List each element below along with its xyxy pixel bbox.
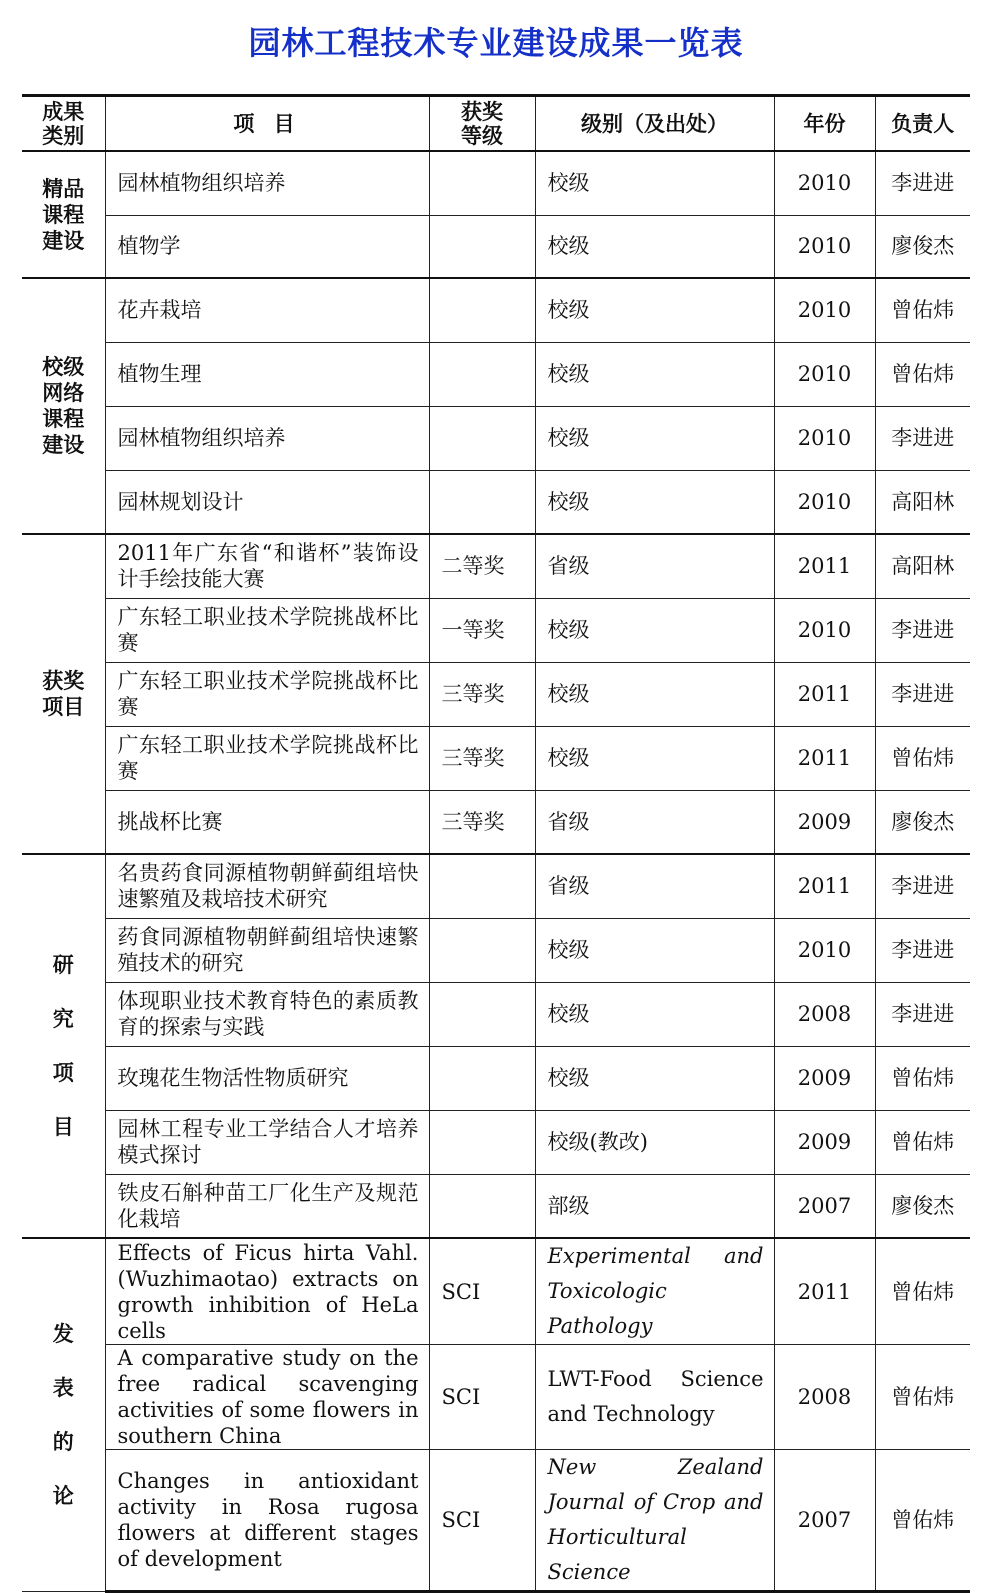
award-cell	[429, 342, 535, 406]
person-cell: 廖俊杰	[875, 215, 970, 278]
category-cell: 获奖项目	[22, 534, 105, 854]
person-cell: 曾佑炜	[875, 1046, 970, 1110]
person-cell: 李进进	[875, 662, 970, 726]
table-row	[22, 726, 970, 790]
table-row	[22, 215, 970, 278]
project-cell: Changes in antioxidant activity in Rosa rugosa flowers at different stages of development	[105, 1450, 429, 1592]
year-cell: 2010	[774, 470, 875, 534]
award-cell: SCI	[429, 1450, 535, 1592]
year-cell: 2010	[774, 598, 875, 662]
project-cell: 广东轻工职业技术学院挑战杯比赛	[105, 662, 429, 726]
table-row	[22, 1046, 970, 1110]
table-row	[22, 470, 970, 534]
person-cell: 曾佑炜	[875, 1238, 970, 1345]
year-cell: 2011	[774, 1238, 875, 1345]
project-cell: 植物生理	[105, 342, 429, 406]
level-cell: 校级	[535, 726, 774, 790]
year-cell: 2007	[774, 1450, 875, 1592]
year-cell: 2009	[774, 790, 875, 854]
table-row	[22, 1110, 970, 1174]
achievements-table	[22, 94, 970, 1593]
project-cell: 名贵药食同源植物朝鲜蓟组培快速繁殖及栽培技术研究	[105, 854, 429, 918]
person-cell: 李进进	[875, 918, 970, 982]
year-cell: 2010	[774, 918, 875, 982]
year-cell: 2008	[774, 1345, 875, 1450]
header-year: 年份	[774, 96, 875, 152]
person-cell: 李进进	[875, 151, 970, 215]
table-row	[22, 854, 970, 918]
table-row	[22, 342, 970, 406]
level-cell: 校级	[535, 215, 774, 278]
award-cell: 二等奖	[429, 534, 535, 598]
level-cell: 校级	[535, 151, 774, 215]
header-row	[22, 96, 970, 152]
award-cell	[429, 278, 535, 342]
level-cell: 校级	[535, 662, 774, 726]
year-cell: 2009	[774, 1046, 875, 1110]
award-cell	[429, 1046, 535, 1110]
table-row	[22, 406, 970, 470]
project-cell: 药食同源植物朝鲜蓟组培快速繁殖技术的研究	[105, 918, 429, 982]
project-cell: 玫瑰花生物活性物质研究	[105, 1046, 429, 1110]
project-cell: 园林工程专业工学结合人才培养模式探讨	[105, 1110, 429, 1174]
person-cell: 曾佑炜	[875, 278, 970, 342]
project-cell: 植物学	[105, 215, 429, 278]
person-cell: 曾佑炜	[875, 1450, 970, 1592]
award-cell: SCI	[429, 1238, 535, 1345]
category-cell: 发表的论	[22, 1238, 105, 1592]
project-cell: 体现职业技术教育特色的素质教育的探索与实践	[105, 982, 429, 1046]
year-cell: 2011	[774, 726, 875, 790]
award-cell	[429, 151, 535, 215]
award-cell	[429, 1110, 535, 1174]
award-cell: 一等奖	[429, 598, 535, 662]
page-title: 园林工程技术专业建设成果一览表	[248, 24, 744, 62]
year-cell: 2010	[774, 342, 875, 406]
project-cell: A comparative study on the free radical scavenging activities of some flowers in southern China	[105, 1345, 429, 1450]
level-cell: Experimental and Toxicologic Pathology	[535, 1238, 774, 1345]
table-row	[22, 918, 970, 982]
level-cell: 校级(教改)	[535, 1110, 774, 1174]
project-cell: 2011年广东省“和谐杯”装饰设计手绘技能大赛	[105, 534, 429, 598]
level-cell: 省级	[535, 854, 774, 918]
person-cell: 李进进	[875, 406, 970, 470]
year-cell: 2011	[774, 854, 875, 918]
table-row	[22, 1174, 970, 1238]
project-cell: 广东轻工职业技术学院挑战杯比赛	[105, 598, 429, 662]
level-cell: 省级	[535, 534, 774, 598]
table-row	[22, 1238, 970, 1345]
person-cell: 高阳林	[875, 534, 970, 598]
person-cell: 廖俊杰	[875, 1174, 970, 1238]
table-row	[22, 662, 970, 726]
award-cell: 三等奖	[429, 790, 535, 854]
header-award: 获奖等级	[429, 96, 535, 152]
level-cell: 省级	[535, 790, 774, 854]
header-level: 级别（及出处）	[535, 96, 774, 152]
award-cell	[429, 854, 535, 918]
project-cell: 园林规划设计	[105, 470, 429, 534]
year-cell: 2010	[774, 406, 875, 470]
level-cell: 校级	[535, 278, 774, 342]
award-cell	[429, 470, 535, 534]
level-cell: 校级	[535, 598, 774, 662]
person-cell: 李进进	[875, 854, 970, 918]
project-cell: 花卉栽培	[105, 278, 429, 342]
project-cell: Effects of Ficus hirta Vahl. (Wuzhimaotao) extracts on growth inhibition of HeLa cells	[105, 1238, 429, 1345]
table-row	[22, 598, 970, 662]
award-cell	[429, 406, 535, 470]
award-cell: 三等奖	[429, 726, 535, 790]
project-cell: 广东轻工职业技术学院挑战杯比赛	[105, 726, 429, 790]
person-cell: 曾佑炜	[875, 1345, 970, 1450]
award-cell: 三等奖	[429, 662, 535, 726]
project-cell: 园林植物组织培养	[105, 151, 429, 215]
level-cell: New Zealand Journal of Crop and Horticultural Science	[535, 1450, 774, 1592]
award-cell	[429, 215, 535, 278]
award-cell: SCI	[429, 1345, 535, 1450]
table-row	[22, 1345, 970, 1450]
person-cell: 曾佑炜	[875, 726, 970, 790]
award-cell	[429, 982, 535, 1046]
project-cell: 挑战杯比赛	[105, 790, 429, 854]
person-cell: 李进进	[875, 982, 970, 1046]
award-cell	[429, 918, 535, 982]
year-cell: 2010	[774, 278, 875, 342]
table-row	[22, 1450, 970, 1592]
category-cell: 精品课程建设	[22, 151, 105, 278]
project-cell: 园林植物组织培养	[105, 406, 429, 470]
person-cell: 李进进	[875, 598, 970, 662]
header-category: 成果类别	[22, 96, 105, 152]
person-cell: 高阳林	[875, 470, 970, 534]
year-cell: 2010	[774, 151, 875, 215]
level-cell: 校级	[535, 982, 774, 1046]
level-cell: LWT-Food Science and Technology	[535, 1345, 774, 1450]
table-row	[22, 790, 970, 854]
level-cell: 校级	[535, 470, 774, 534]
category-cell: 校级网络课程建设	[22, 278, 105, 534]
year-cell: 2008	[774, 982, 875, 1046]
year-cell: 2009	[774, 1110, 875, 1174]
person-cell: 曾佑炜	[875, 342, 970, 406]
table-row	[22, 151, 970, 215]
table-row	[22, 534, 970, 598]
award-cell	[429, 1174, 535, 1238]
header-person: 负责人	[875, 96, 970, 152]
year-cell: 2011	[774, 534, 875, 598]
level-cell: 部级	[535, 1174, 774, 1238]
category-cell: 研究项目	[22, 854, 105, 1238]
level-cell: 校级	[535, 1046, 774, 1110]
level-cell: 校级	[535, 918, 774, 982]
project-cell: 铁皮石斛种苗工厂化生产及规范化栽培	[105, 1174, 429, 1238]
level-cell: 校级	[535, 406, 774, 470]
header-project: 项 目	[105, 96, 429, 152]
year-cell: 2007	[774, 1174, 875, 1238]
person-cell: 曾佑炜	[875, 1110, 970, 1174]
level-cell: 校级	[535, 342, 774, 406]
table-row	[22, 278, 970, 342]
year-cell: 2011	[774, 662, 875, 726]
table-row	[22, 982, 970, 1046]
person-cell: 廖俊杰	[875, 790, 970, 854]
year-cell: 2010	[774, 215, 875, 278]
